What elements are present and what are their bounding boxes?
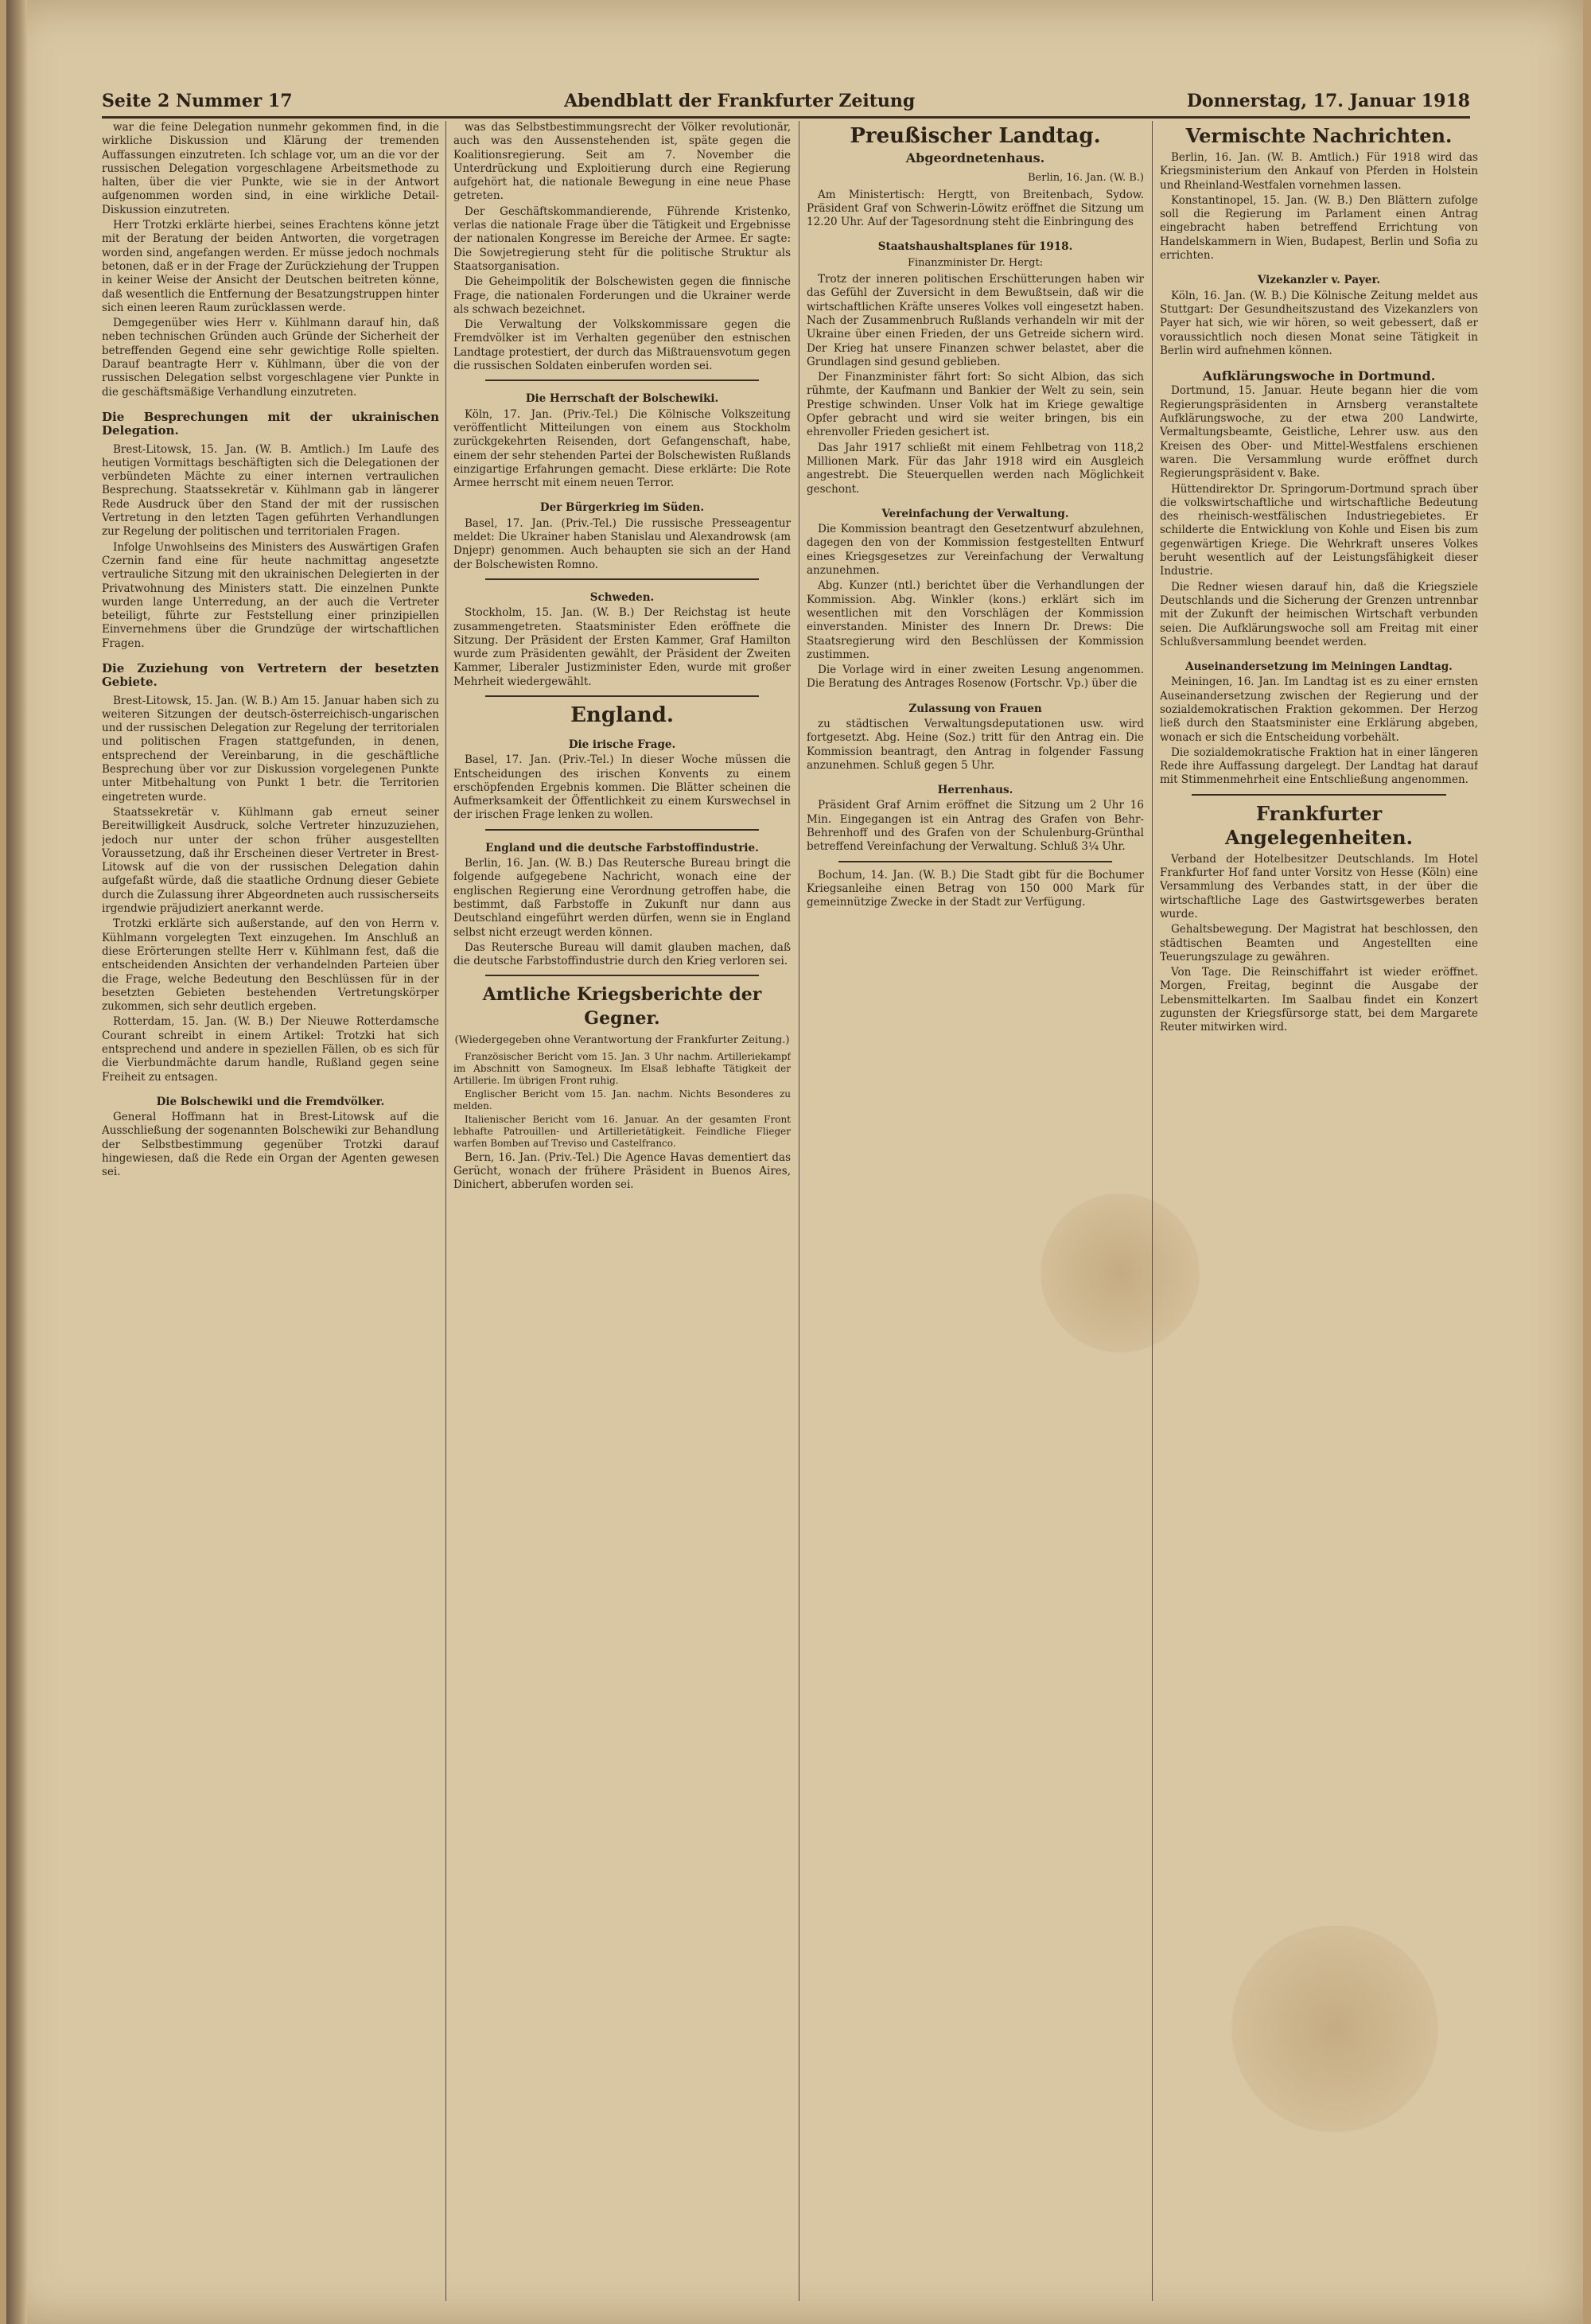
section-heading-large: Vermischte Nachrichten. [1185, 124, 1453, 147]
header-rule [102, 116, 1470, 119]
article-paragraph: Französischer Bericht vom 15. Jan. 3 Uhr nachm. Artilleriekampf im Abschnitt von Samogneux. Im Elsaß lebhafte Tätigkeit der Artillerie. Im übrigen Front ruhig. [453, 1050, 791, 1086]
section-heading: Die Herrschaft der Bolschewiki. [525, 392, 719, 406]
section-subheading: (Wiedergegeben ohne Verantwortung der Frankfurter Zeitung.) [454, 1034, 790, 1047]
article-paragraph: Verband der Hotelbesitzer Deutschlands. Im Hotel Frankfurter Hof fand unter Vorsitz von Hesse (Köln) eine Versammlung des Verbandes statt, in der über die wirtschaftliche Lage des Gastwirtsgewerbes beraten wurde. [1160, 852, 1478, 921]
article-paragraph: Meiningen, 16. Jan. Im Landtag ist es zu einer ernsten Auseinandersetzung zwischen der Regierung und der sozialdemokratischen Fraktion gekommen. Der Herzog ließ durch den Staatsminister eine Erklärung abgeben, wonach er sich die Entscheidung vorbehält. [1160, 675, 1478, 744]
article-paragraph: Das Reutersche Bureau will damit glauben machen, daß die deutsche Farbstoffindustrie durch den Krieg verloren sei. [453, 940, 791, 968]
article-paragraph: General Hoffmann hat in Brest-Litowsk auf die Ausschließung der sogenannten Bolschewiki zur Behandlung der Selbstbestimmung gegenüber Trotzki darauf hingewiesen, daß die Rede ein Organ der Agenten gewesen sei. [102, 1111, 439, 1179]
article-paragraph: Berlin, 16. Jan. (W. B. Amtlich.) Für 1918 wird das Kriegsministerium den Ankauf von Pferden in Holstein und Rheinland-Westfalen vornehmen lassen. [1160, 151, 1478, 192]
section-heading: Vereinfachung der Verwaltung. [881, 507, 1069, 520]
article-paragraph: Abg. Kunzer (ntl.) berichtet über die Verhandlungen der Kommission. Abg. Winkler (kons.) erklärt sich im wesentlichen mit den Vorschlägen der Kommission einverstanden. Minister des Innern Dr. Drews: Die Staatsregierung wird den Beschlüssen der Kommission zustimmen. [807, 579, 1144, 661]
section-heading: England und die deutsche Farbstoffindustrie. [485, 841, 759, 854]
article-paragraph: Hüttendirektor Dr. Springorum-Dortmund sprach über die volkswirtschaftliche und wirtschaftliche Bedeutung des rheinisch-westfälischen Industriegebietes. Er schilderte die Entwicklung von Kohle und Eisen bis zum gegenwärtigen Kriege. Die Wehrkraft unseres Volkes beruht wesentlich auf der Leistungsfähigkeit dieser Industrie. [1160, 482, 1478, 578]
article-paragraph: Präsident Graf Arnim eröffnet die Sitzung um 2 Uhr 16 Min. Eingegangen ist ein Antrag des Grafen von Behr-Behrenhoff und des Grafen von der Schulenburg-Grünthal betreffend Vereinfachung der Verwaltung. Schluß 3¼ Uhr. [807, 799, 1144, 854]
section-heading-large: Frankfurter Angelegenheiten. [1224, 801, 1413, 849]
section-subheading: Finanzminister Dr. Hergt: [907, 256, 1044, 269]
article-paragraph: Herr Trotzki erklärte hierbei, seines Erachtens könne jetzt mit der Beratung der beiden Antworten, die vorgetragen worden sind, angefangen werden. Er müsse jedoch nochmals betonen, daß er in der Frage der Zurückziehung der Truppen in keiner Weise der Ansicht der Deutschen beitreten könne, daß wesentlich die Entfernung der Besatzungstruppen hinter sich einen leeren Raum zurücklassen werde. [102, 219, 439, 314]
article-paragraph: Die sozialdemokratische Fraktion hat in einer längeren Rede ihre Auffassung dargelegt. Der Landtag hat darauf mit Stimmenmehrheit eine Entschließung angenommen. [1160, 745, 1478, 787]
section-rule [1192, 794, 1446, 796]
article-paragraph: Brest-Litowsk, 15. Jan. (W. B.) Am 15. Januar haben sich zu weiteren Sitzungen der deutsch-österreichisch-ungarischen und der russischen Delegation zur Regelung der territorialen und politischen Fragen stattgefunden, in denen, entsprechend der Vereinbarung, in die geschäftliche Besprechung über vor zur Diskussion vorgelegenen Punkte unter Mitbehaltung von Punkt 1 betr. die Territorien eingetreten wurde. [102, 694, 439, 804]
section-rule [485, 975, 759, 976]
section-heading: Die Bolschewiki und die Fremdvölker. [156, 1095, 385, 1108]
article-paragraph: Demgegenüber wies Herr v. Kühlmann darauf hin, daß neben technischen Gründen auch Gründe der Sicherheit der betreffenden Gegend eine sehr gewichtige Rolle spielten. Darauf beantragte Herr v. Kühlmann, über die von der russischen Delegation selbst vorgeschlagene vier Punkte in die geschäftsmäßige Verhandlung einzutreten. [102, 317, 439, 399]
column-2 [453, 121, 791, 2301]
section-heading: Schweden. [589, 590, 655, 604]
section-heading: Staatshaushaltsplanes für 1918. [877, 240, 1073, 254]
section-heading-large: Preußischer Landtag. [850, 124, 1101, 148]
section-subheading: Abgeordnetenhaus. [905, 150, 1045, 165]
article-paragraph: Am Ministertisch: Hergtt, von Breitenbach, Sydow. Präsident Graf von Schwerin-Löwitz eröffnet die Sitzung um 12.20 Uhr. Auf der Tagesordnung steht die Einbringung des [807, 188, 1144, 229]
section-heading-large: England. [570, 703, 674, 727]
section-heading: Vizekanzler v. Payer. [1257, 274, 1381, 287]
column-separator [1152, 121, 1153, 2301]
header-date: Donnerstag, 17. Januar 1918 [1186, 91, 1470, 111]
newspaper-page [6, 0, 1583, 2324]
article-paragraph: Brest-Litowsk, 15. Jan. (W. B. Amtlich.) Im Laufe des heutigen Vormittags beschäftigten sich die Delegationen der verbündeten Mächte zu einer internen vertraulichen Besprechung. Staatssekretär v. Kühlmann gab in längerer Rede Ausdruck über den Stand der mit der russischen Vertretung in den letzten Tagen geführten Verhandlungen zur Regelung der politischen und territorialen Fragen. [102, 442, 439, 539]
article-paragraph: Dortmund, 15. Januar. Heute begann hier die vom Regierungspräsidenten in Arnsberg veranstaltete Aufklärungswoche, zu der etwa 200 Landwirte, Vermaltungsbeamte, Geistliche, Lehrer usw. aus den Kreisen des Ober- und Mittel-Westfalens erschienen waren. Die Versammlung wurde eröffnet durch Regierungspräsident v. Bake. [1160, 384, 1478, 481]
article-paragraph: Der Geschäftskommandierende, Führende Kristenko, verlas die nationale Frage über die Tätigkeit und Ergebnisse der nationalen Kongresse im Bereiche der Armee. Er sagte: Die Sowjetregierung steht für die politische Struktur als Staatsorganisation. [453, 204, 791, 273]
article-paragraph: Die Redner wiesen darauf hin, daß die Kriegsziele Deutschlands und die Sicherung der Grenzen untrennbar mit der Zukunft der heimischen Wirtschaft verbunden seien. Die Aufklärungswoche soll am Freitag mit einer Schlußversammlung beendet werden. [1160, 580, 1478, 648]
article-paragraph: Basel, 17. Jan. (Priv.-Tel.) In dieser Woche müssen die Entscheidungen des irischen Konvents zu einem erschöpfenden Ergebnis kommen. Die Blätter scheinen die Aufmerksamkeit der Öffentlichkeit zu einem Kurswechsel in der irischen Frage lenken zu wollen. [453, 753, 791, 822]
article-paragraph: Trotz der inneren politischen Erschütterungen haben wir das Gefühl der Zuversicht in dem Bewußtsein, daß wir die wirtschaftlichen Kräfte unseres Volkes voll eingesetzt haben. Nach der Zusammenbruch Rußlands verhandeln wir mit der Ukraine über einen Frieden, der uns Getreide sichern wird. Der Krieg hat unsere Finanzen schwer belastet, aber die Grundlagen sind gesund geblieben. [807, 273, 1144, 368]
article-paragraph: Die Geheimpolitik der Bolschewisten gegen die finnische Frage, die nationalen Forderungen und die Ukrainer werde als schwach bezeichnet. [453, 275, 791, 316]
article-paragraph: Der Finanzminister fährt fort: So sicht Albion, das sich rühmte, der Kaufmann und Bankier der Welt zu sein, sein Prestige schwinden. Unser Volk hat im Kriege gewaltige Opfer gebracht und wird sie weiter bringen, bis ein ehrenvoller Frieden gesichert ist. [807, 371, 1144, 439]
article-paragraph: Berlin, 16. Jan. (W. B.) Das Reutersche Bureau bringt die folgende aufgegebene Nachricht, wonach eine der englischen Regierung eine Verordnung getroffen habe, die bestimmt, daß Farbstoffe in Zukunft nur dann aus Deutschland eingeführt werden dürfen, wenn sie in England selbst nicht erzeugt werden können. [453, 857, 791, 939]
dateline: Berlin, 16. Jan. (W. B.) [1027, 172, 1144, 185]
column-separator [445, 121, 446, 2301]
section-heading: Die Besprechungen mit der ukrainischen Delegation. [102, 409, 439, 438]
section-rule [485, 695, 759, 697]
section-heading: Herrenhaus. [937, 784, 1013, 797]
article-paragraph: Köln, 17. Jan. (Priv.-Tel.) Die Kölnische Volkszeitung veröffentlicht Mitteilungen von einem aus Stockholm zurückgekehrten Reisenden, dort Gefangenschaft, habe, einem der sehr stehenden Partei der Bolschewisten Rußlands einzigartige Erfahrungen gemacht. Diese erklärte: Die Rote Armee herrscht mit einem neuen Terror. [453, 407, 791, 490]
article-paragraph: Rotterdam, 15. Jan. (W. B.) Der Nieuwe Rotterdamsche Courant schreibt in einem Artikel: Trotzki hat sich entsprechend und andere in speziellen Fällen, ob es sich für die Vierbundmächte darum handle, Rußland gegen seine Freiheit zu entsagen. [102, 1015, 439, 1084]
header-masthead: Abendblatt der Frankfurter Zeitung [564, 91, 916, 111]
column-1 [102, 121, 439, 2301]
article-paragraph: war die feine Delegation nunmehr gekommen find, in die wirkliche Diskussion und Klärung der tremenden Auffassungen einzutreten. Ich schlage vor, um an die vor der russischen Delegation vorgeschlagene Arbeitsmethode zu halten, über die vier Punkte, wie sie in der Antwort aufgenommen worden sind, in eine wirkliche Detail-Diskussion einzutreten. [102, 121, 439, 216]
article-paragraph: Infolge Unwohlseins des Ministers des Auswärtigen Grafen Czernin fand eine für heute nachmittag angesetzte vertrauliche Sitzung mit den ukrainischen Delegierten in der Privatwohnung des Ministers statt. Die einzelnen Punkte wurden lange Unterredung, an der auch die Vertreter beteiligt, führte zur Feststellung einer prinzipiellen Einvernehmens über die Grundzüge der wirtschaftlichen Fragen. [102, 540, 439, 650]
header-page-number: Seite 2 Nummer 17 [102, 91, 293, 111]
page-header [102, 80, 1470, 111]
section-heading-large: Amtliche Kriegsberichte der Gegner. [482, 984, 762, 1030]
article-paragraph: Stockholm, 15. Jan. (W. B.) Der Reichstag ist heute zusammengetreten. Staatsminister Eden eröffnete die Sitzung. Der Präsident der Ersten Kammer, Graf Hamilton wurde zum Präsidenten gewählt, der Präsident der Zweiten Kammer, Liberaler Justizminister Eden, wurde mit großer Mehrheit wiedergewählt. [453, 606, 791, 688]
article-paragraph: Die Verwaltung der Volkskommissare gegen die Fremdvölker ist im Verhalten gegenüber den estnischen Landtage protestiert, der durch das Mißtrauensvotum gegen die russischen Soldaten einberufen worden sei. [453, 318, 791, 373]
section-heading: Der Bürgerkrieg im Süden. [539, 501, 705, 515]
article-paragraph: Englischer Bericht vom 15. Jan. nachm. Nichts Besonderes zu melden. [453, 1088, 791, 1111]
section-subheading: Die irische Frage. [568, 738, 676, 751]
article-paragraph: Von Tage. Die Reinschiffahrt ist wieder eröffnet. Morgen, Freitag, beginnt die Ausgabe der Lebensmittelkarten. Im Saalbau findet ein Konzert zugunsten der Kriegsfürsorge statt, bei dem Margarete Reuter mitwirken wird. [1160, 966, 1478, 1034]
article-paragraph: Italienischer Bericht vom 16. Januar. An der gesamten Front lebhafte Patrouillen- und Artillerietätigkeit. Feindliche Flieger warfen Bomben auf Treviso und Castelfranco. [453, 1113, 791, 1149]
column-4 [1160, 121, 1478, 2301]
section-heading: Aufklärungswoche in Dortmund. [1202, 368, 1436, 384]
section-rule [485, 380, 759, 381]
article-paragraph: Gehaltsbewegung. Der Magistrat hat beschlossen, den städtischen Beamten und Angestellten eine Teuerungszulage zu gewähren. [1160, 923, 1478, 963]
article-paragraph: zu städtischen Verwaltungsdeputationen usw. wird fortgesetzt. Abg. Heine (Soz.) tritt für den Antrag ein. Die Kommission beantragt, den Antrag in folgender Fassung anzunehmen. Schluß gegen 5 Uhr. [807, 717, 1144, 772]
article-paragraph: Trotzki erklärte sich außerstande, auf den von Herrn v. Kühlmann vorgelegten Text einzugehen. Im Anschluß an diese Erörterungen stellte Herr v. Kühlmann fest, daß die entscheidenden Ansichten der verhandelnden Parteien über die Frage, welche Bedeutung den Beschlüssen für in der besetzten Gebieten bestehenden Vertretungskörper zukommen, sich sehr deutlich ergeben. [102, 917, 439, 1014]
section-heading: Auseinandersetzung im Meiningen Landtag. [1185, 660, 1453, 674]
section-heading: Die Zuziehung von Vertretern der besetzten Gebiete. [102, 660, 439, 690]
section-rule [838, 861, 1112, 862]
section-rule [485, 829, 759, 831]
article-paragraph: Köln, 16. Jan. (W. B.) Die Kölnische Zeitung meldet aus Stuttgart: Der Gesundheitszustand des Vizekanzlers von Payer hat sich, wie wir hören, so weit gebessert, daß er voraussichtlich noch diesen Monat seine Tätigkeit in Berlin wird aufnehmen können. [1160, 289, 1478, 357]
article-paragraph: Bochum, 14. Jan. (W. B.) Die Stadt gibt für die Bochumer Kriegsanleihe einen Betrag von 150 000 Mark für gemeinnützige Zwecke in der Stadt zur Verfügung. [807, 868, 1144, 909]
column-3 [807, 121, 1144, 2301]
section-rule [485, 578, 759, 580]
article-paragraph: Basel, 17. Jan. (Priv.-Tel.) Die russische Presseagentur meldet: Die Ukrainer haben Stanislau und Alexandrowsk (am Dnjepr) genommen. Auch behaupten sie sich an der Hand der Bolschewisten Romno. [453, 516, 791, 571]
article-paragraph: Konstantinopel, 15. Jan. (W. B.) Den Blättern zufolge soll die Regierung im Parlament einen Antrag eingebracht haben betreffend Errichtung von Handelskammern in Wien, Budapest, Berlin und Sofia zu errichten. [1160, 193, 1478, 263]
article-paragraph: Bern, 16. Jan. (Priv.-Tel.) Die Agence Havas dementiert das Gerücht, wonach der frühere Präsident in Buenos Aires, Dinichert, abberufen worden sei. [453, 1150, 791, 1192]
article-paragraph: was das Selbstbestimmungsrecht der Völker revolutionär, auch was den Aussenstehenden ist, späte gegen die Koalitionsregierung. Seit am 7. November die Unterdrückung und Exploitierung durch eine Regierung aufgehört hat, die nationale Bewegung in eine neue Phase getreten. [453, 121, 791, 203]
page-binding [6, 0, 27, 2324]
article-paragraph: Staatssekretär v. Kühlmann gab erneut seiner Bereitwilligkeit Ausdruck, solche Vertreter hinzuzuziehen, jedoch nur unter der schon früher ausgestellten Voraussetzung, daß ihr Erscheinen dieser Vertreter in Brest-Litowsk auf die von der russischen Delegation dahin aufgefaßt würde, daß die staatliche Ordnung dieser Gebiete durch die Zulassung ihrer Abgeordneten auch russischerseits irgendwie präjudiziert anerkannt werde. [102, 805, 439, 916]
article-paragraph: Die Kommission beantragt den Gesetzentwurf abzulehnen, dagegen den von der Kommission festgestellten Entwurf eines Kriegsgesetzes zur Vereinfachung der Verwaltung anzunehmen. [807, 523, 1144, 578]
article-paragraph: Das Jahr 1917 schließt mit einem Fehlbetrag von 118,2 Millionen Mark. Für das Jahr 1918 wird ein Ausgleich angestrebt. Die Steuerquellen werden nach Möglichkeit geschont. [807, 441, 1144, 496]
section-heading: Zulassung von Frauen [908, 702, 1042, 715]
article-paragraph: Die Vorlage wird in einer zweiten Lesung angenommen. Die Beratung des Antrages Rosenow (Fortschr. Vp.) über die [807, 664, 1144, 691]
